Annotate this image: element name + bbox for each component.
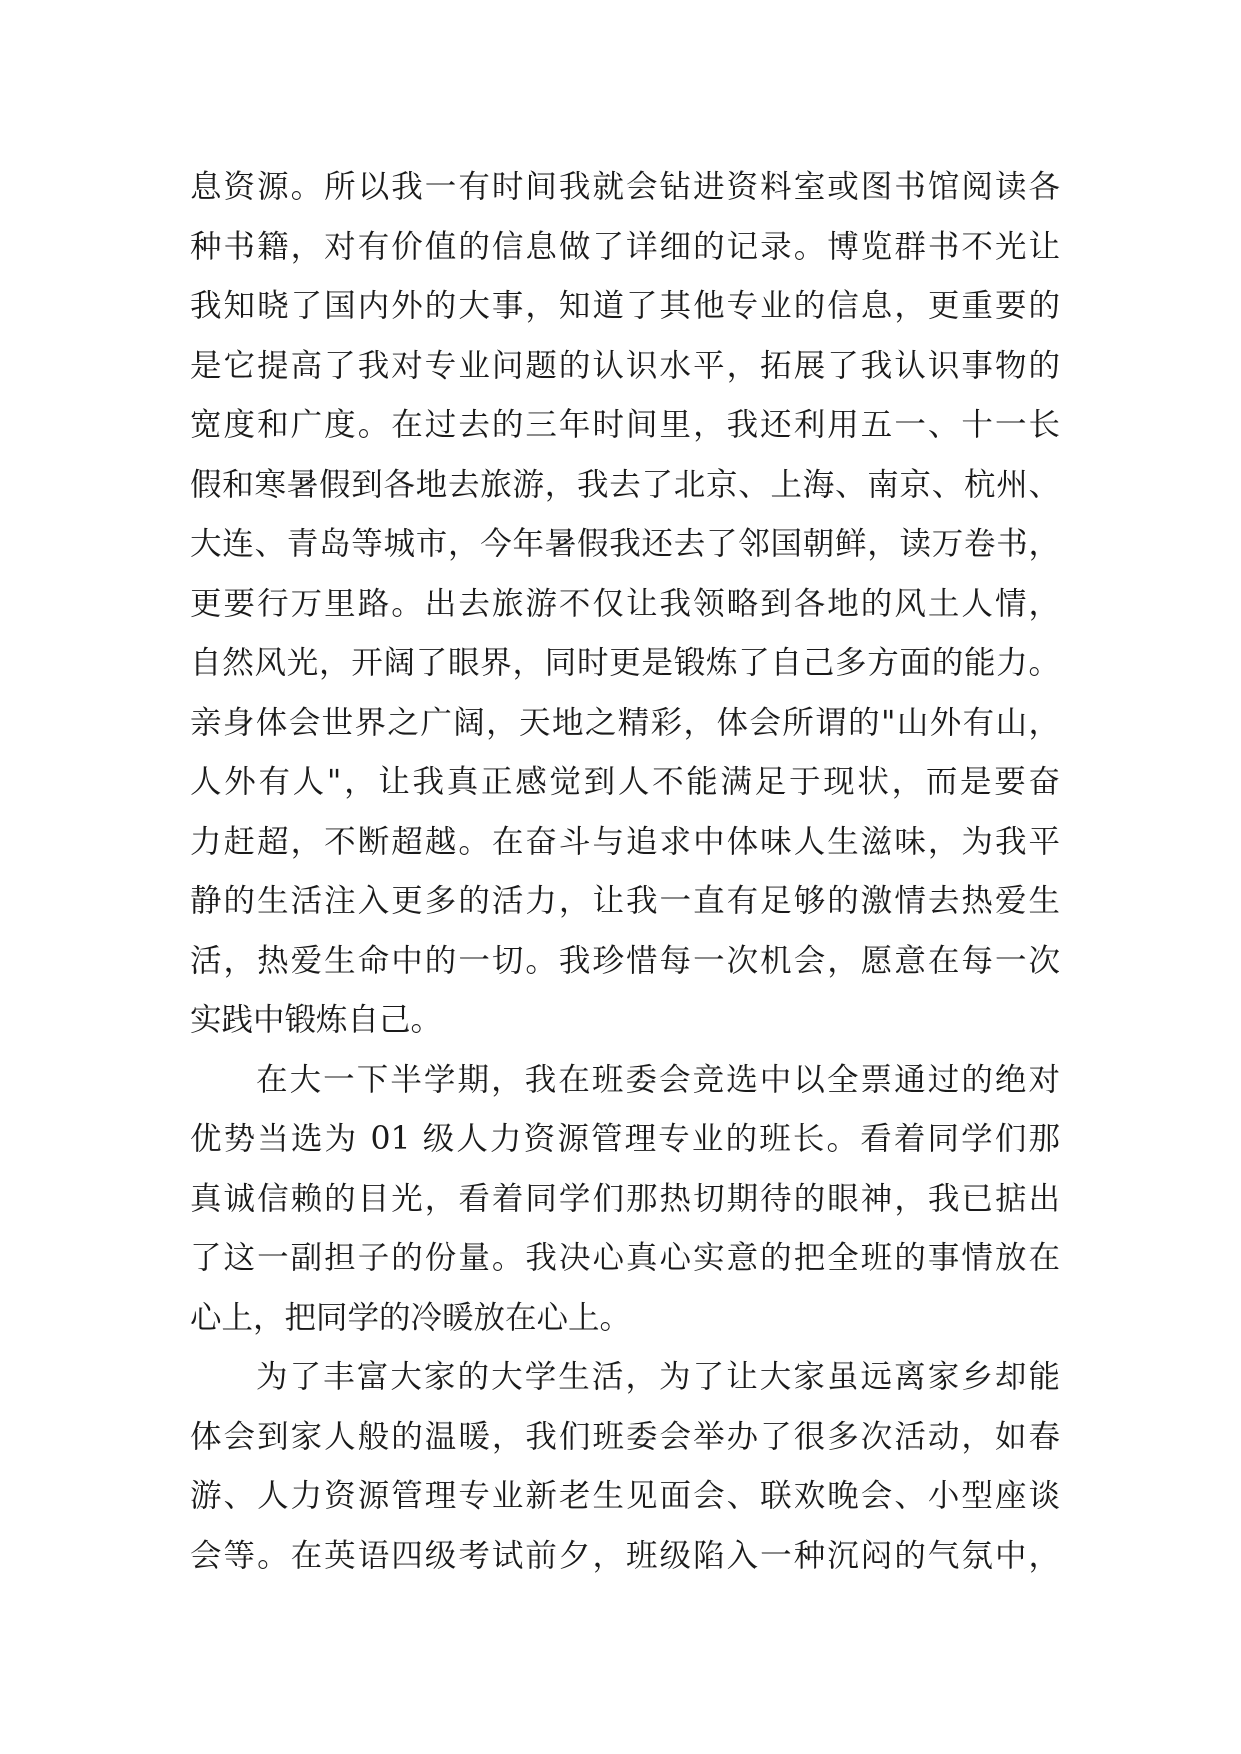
text-line: 力赶超，不断超越。在奋斗与追求中体味人生滋味，为我平 (190, 823, 1060, 860)
text-line: 我知晓了国内外的大事，知道了其他专业的信息，更重要的 (190, 288, 1060, 324)
paragraph-first-line: 在大一下半学期，我在班委会竞选中以全票通过的绝对 (256, 1061, 1060, 1098)
text-line: 游、人力资源管理专业新老生见面会、联欢晚会、小型座谈 (190, 1478, 1060, 1514)
text-line: 宽度和广度。在过去的三年时间里，我还利用五一、十一长 (190, 407, 1060, 443)
body-text (190, 158, 1060, 1586)
text-line: 息资源。所以我一有时间我就会钻进资料室或图书馆阅读各 (190, 169, 1060, 205)
text-line: 是它提高了我对专业问题的认识水平，拓展了我认识事物的 (190, 347, 1060, 384)
text-line: 大连、青岛等城市，今年暑假我还去了邻国朝鲜，读万卷书， (190, 526, 1060, 562)
text-line: 种书籍，对有价值的信息做了详细的记录。博览群书不光让 (190, 228, 1060, 265)
text-line: 人外有人"，让我真正感觉到人不能满足于现状，而是要奋 (190, 764, 1060, 800)
text-line: 活，热爱生命中的一切。我珍惜每一次机会，愿意在每一次 (190, 942, 1060, 979)
paragraph-first-line: 为了丰富大家的大学生活，为了让大家虽远离家乡却能 (256, 1359, 1060, 1395)
text-line: 了这一副担子的份量。我决心真心实意的把全班的事情放在 (190, 1240, 1060, 1276)
text-line: 实践中锻炼自己。 (190, 1002, 443, 1038)
text-line: 亲身体会世界之广阔，天地之精彩，体会所谓的"山外有山， (190, 704, 1060, 741)
text-line: 静的生活注入更多的活力，让我一直有足够的激情去热爱生 (190, 883, 1060, 919)
text-line: 更要行万里路。出去旅游不仅让我领略到各地的风土人情， (190, 585, 1060, 622)
text-line: 假和寒暑假到各地去旅游，我去了北京、上海、南京、杭州、 (190, 466, 1060, 503)
text-line: 会等。在英语四级考试前夕，班级陷入一种沉闷的气氛中， (190, 1537, 1060, 1574)
text-line: 体会到家人般的温暖，我们班委会举办了很多次活动，如春 (190, 1418, 1060, 1455)
text-line: 心上，把同学的冷暖放在心上。 (190, 1299, 632, 1336)
text-line: 真诚信赖的目光，看着同学们那热切期待的眼神，我已掂出 (190, 1180, 1060, 1217)
text-line: 优势当选为 01 级人力资源管理专业的班长。看着同学们那 (190, 1121, 1060, 1157)
text-line: 自然风光，开阔了眼界，同时更是锻炼了自己多方面的能力。 (190, 645, 1060, 681)
